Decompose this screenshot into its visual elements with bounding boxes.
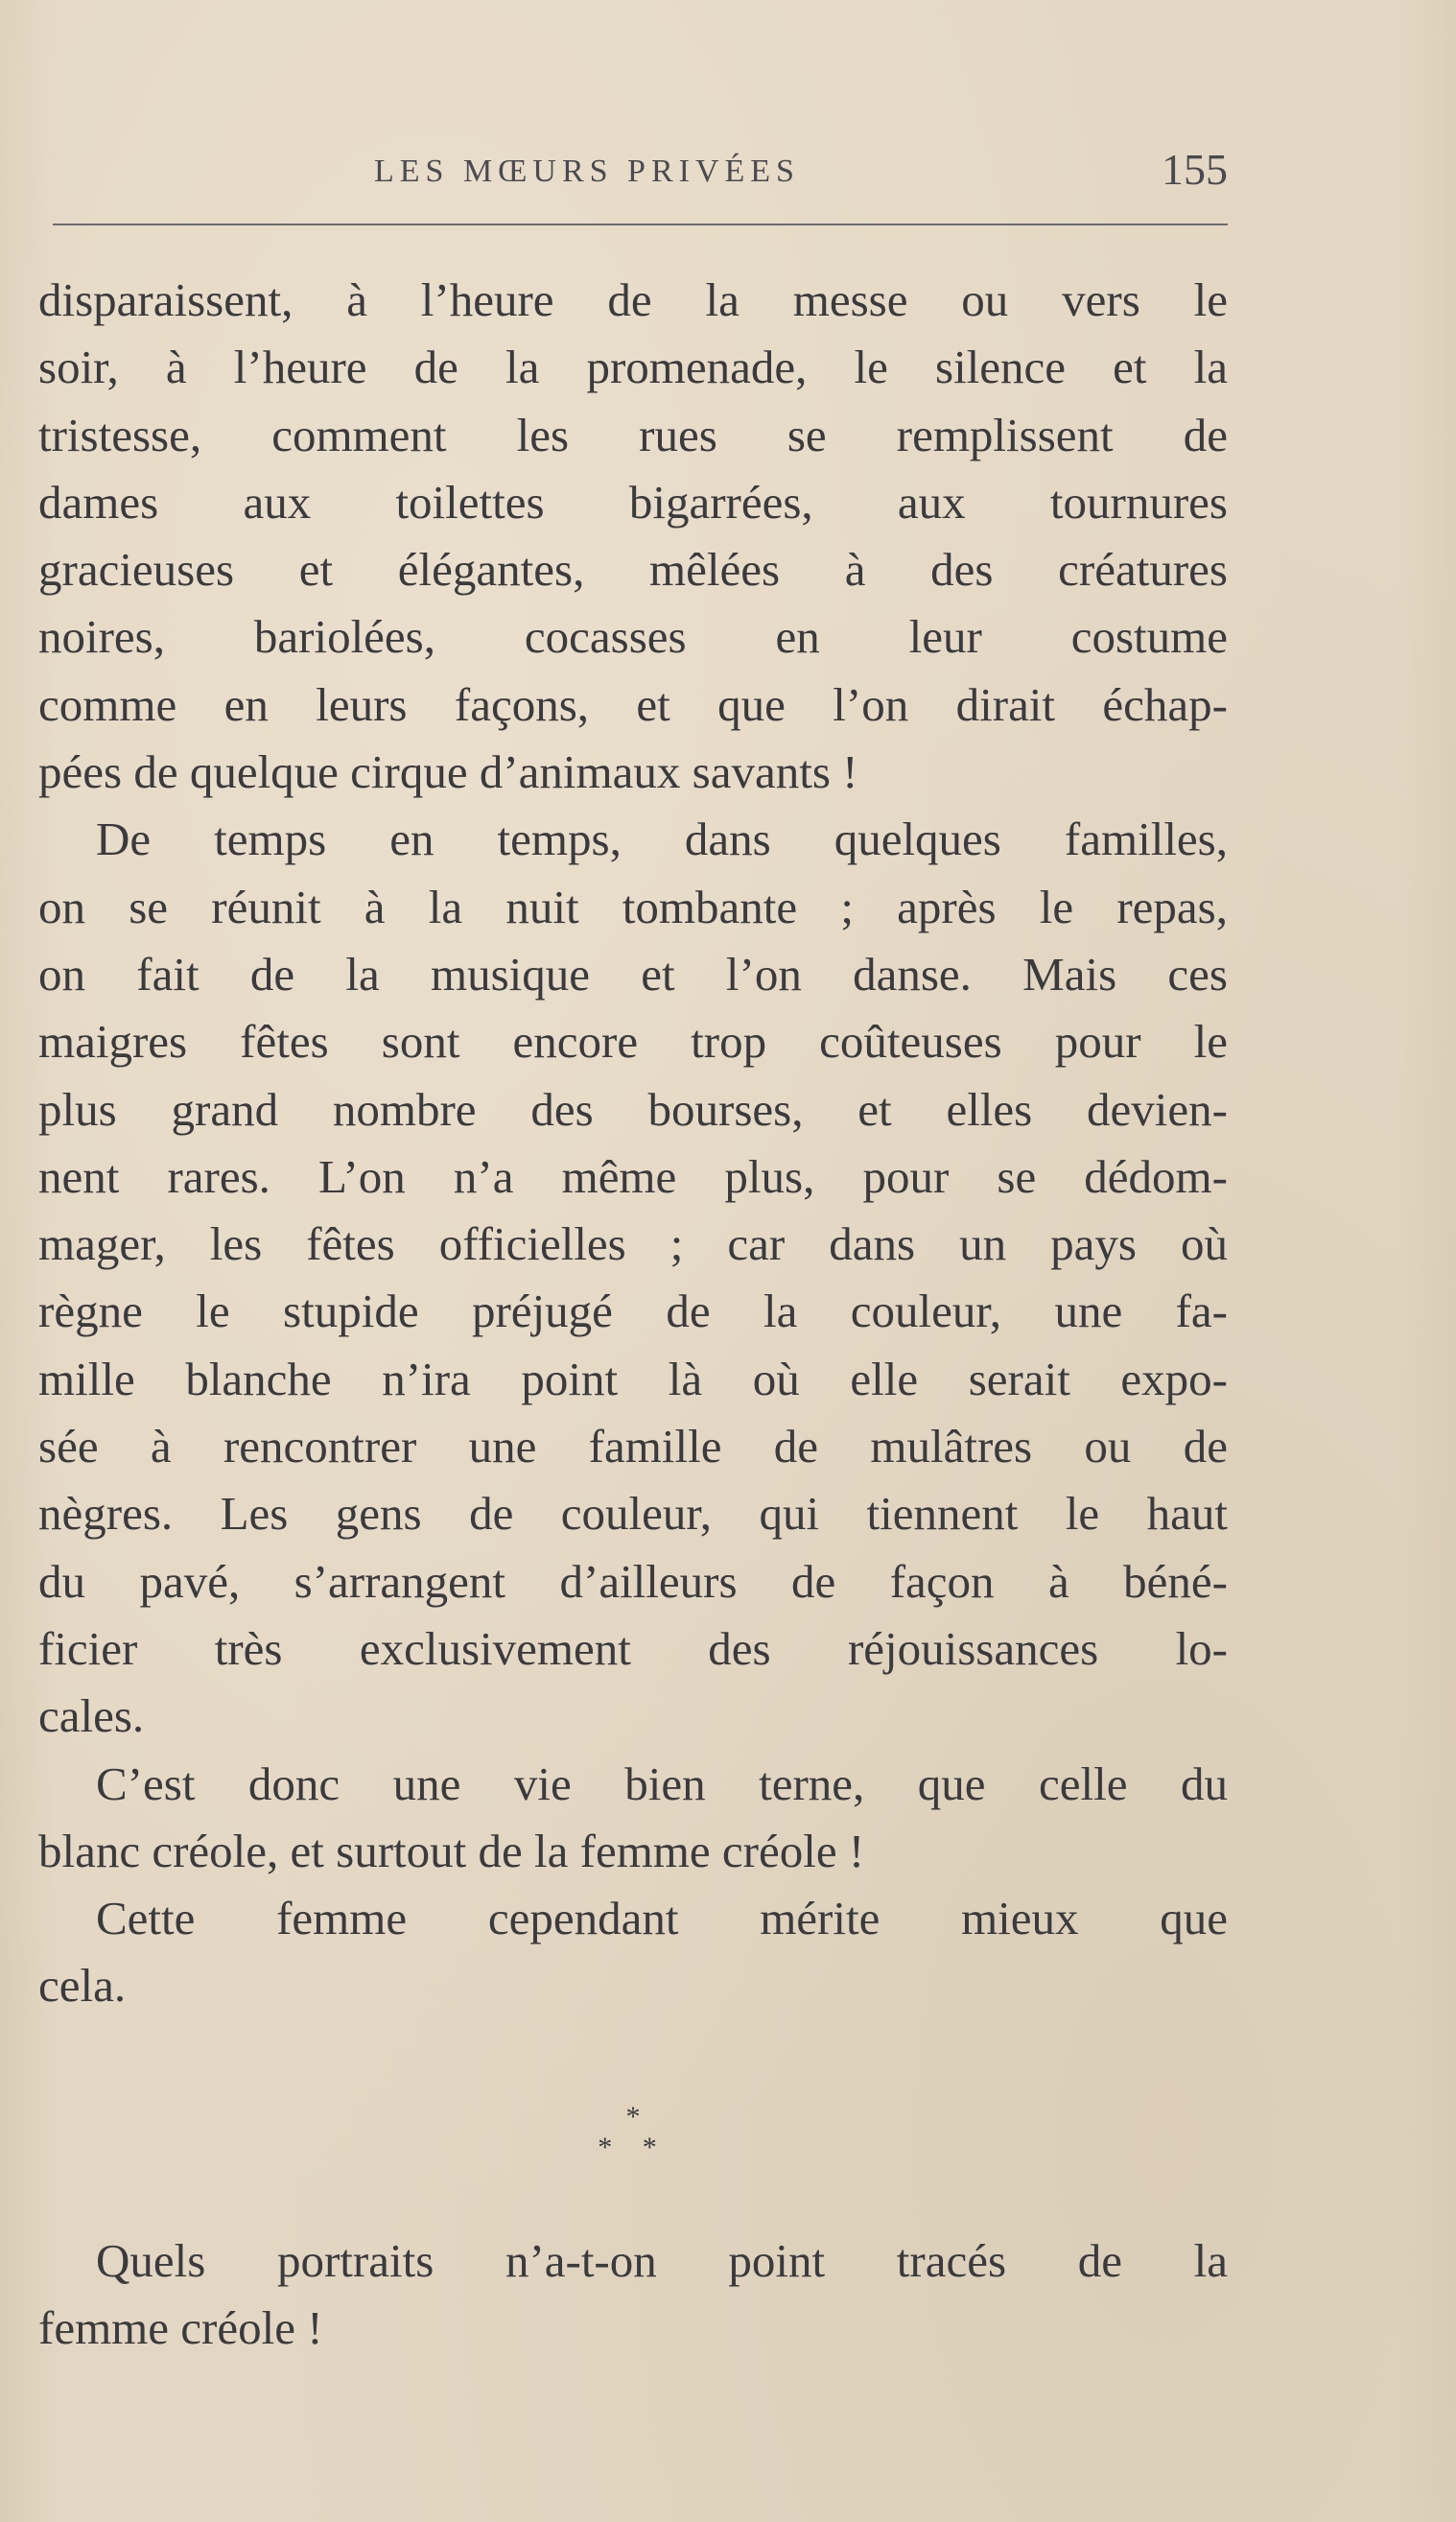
text-line: gracieuses et élégantes, mêlées à des créatures: [38, 543, 1228, 597]
text-line: noires, bariolées, cocasses en leur costume: [38, 610, 1228, 664]
spacer: [38, 2185, 1228, 2227]
text-line: disparaissent, à l’heure de la messe ou vers le: [38, 273, 1228, 326]
body-text: [38, 267, 1228, 2362]
text-line: maigres fêtes sont encore trop coûteuses pour le: [38, 1015, 1228, 1069]
spacer: [38, 2020, 1228, 2099]
text-line: cela.: [38, 1959, 127, 2013]
text-line: plus grand nombre des bourses, et elles devien-: [38, 1082, 1228, 1136]
asterism-top: *: [625, 2100, 641, 2133]
text-line: sée à rencontrer une famille de mulâtres ou de: [38, 1420, 1228, 1473]
page-number: 155: [1162, 145, 1228, 194]
text-line: ficier très exclusivement des réjouissances lo-: [38, 1621, 1228, 1675]
text-line: femme créole !: [38, 2301, 323, 2355]
text-line: C’est donc une vie bien terne, que celle du: [96, 1756, 1228, 1810]
page-header: [38, 144, 1228, 201]
paragraph-2: [38, 806, 1228, 1750]
text-line: nègres. Les gens de couleur, qui tiennent le haut: [38, 1487, 1228, 1541]
asterism-bottom: * *: [598, 2131, 669, 2163]
section-break-asterism: [38, 2099, 1228, 2185]
text-line: Quels portraits n’a-t-on point tracés de la: [96, 2233, 1228, 2287]
text-line: dames aux toilettes bigarrées, aux tournures: [38, 475, 1228, 529]
paragraph-3: [38, 1751, 1228, 1886]
text-line: Cette femme cependant mérite mieux que: [96, 1892, 1228, 1945]
text-line: De temps en temps, dans quelques familles,: [96, 813, 1228, 866]
text-line: mager, les fêtes officielles ; car dans un pays où: [38, 1217, 1228, 1271]
text-line: du pavé, s’arrangent d’ailleurs de façon à béné-: [38, 1554, 1228, 1608]
text-line: règne le stupide préjugé de la couleur, une fa-: [38, 1285, 1228, 1338]
text-line: blanc créole, et surtout de la femme créole !: [38, 1824, 865, 1877]
text-line: on fait de la musique et l’on danse. Mais ces: [38, 947, 1228, 1001]
text-line: pées de quelque cirque d’animaux savants !: [38, 745, 858, 799]
text-line: mille blanche n’ira point là où elle serait expo-: [38, 1352, 1228, 1405]
text-line: tristesse, comment les rues se remplissent de: [38, 408, 1228, 461]
paragraph-1: [38, 267, 1228, 806]
text-line: comme en leurs façons, et que l’on dirait échap-: [38, 677, 1228, 731]
header-rule: [53, 224, 1228, 225]
text-line: soir, à l’heure de la promenade, le silence et la: [38, 341, 1228, 394]
text-line: cales.: [38, 1689, 145, 1743]
paragraph-5: [38, 2227, 1228, 2363]
text-line: on se réunit à la nuit tombante ; après le repas,: [38, 880, 1228, 933]
running-title: LES MŒURS PRIVÉES: [374, 153, 800, 189]
paragraph-4: [38, 1885, 1228, 2020]
text-line: nent rares. L’on n’a même plus, pour se dédom-: [38, 1149, 1228, 1203]
